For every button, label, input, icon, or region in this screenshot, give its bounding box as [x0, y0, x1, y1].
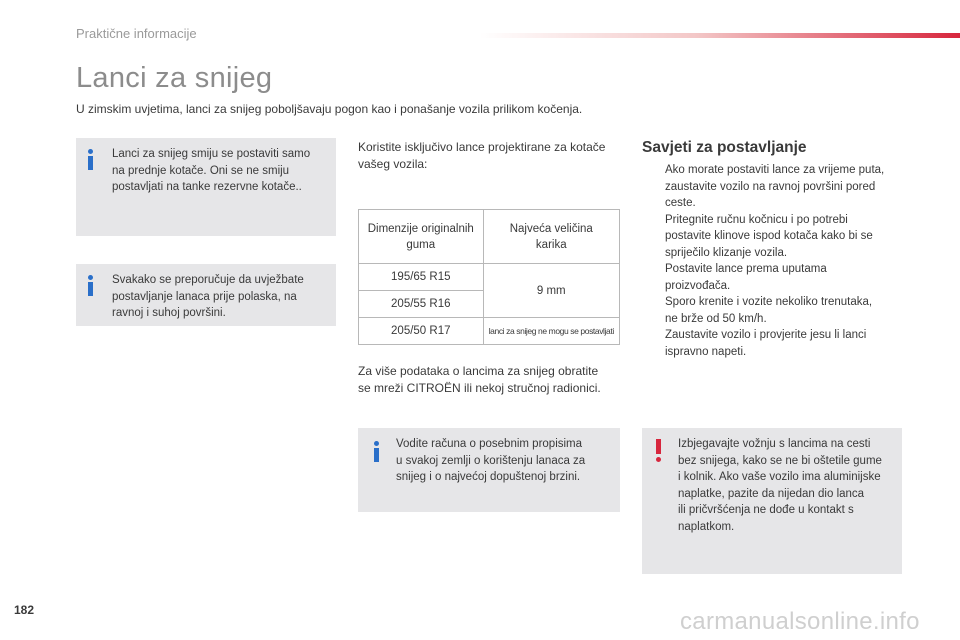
warning-icon	[654, 439, 664, 463]
tire-size-cell: 195/65 R15	[359, 264, 484, 291]
note-line: naplatkom.	[678, 520, 735, 533]
note-line: u svakoj zemlji o korištenju lanaca za	[396, 454, 586, 467]
info-note-practice	[76, 264, 336, 326]
info-note-regulations	[358, 428, 620, 512]
note-line: postavljati na tanke rezervne kotače..	[112, 181, 302, 193]
link-size-cell-not-allowed: lanci za snijeg ne mogu se postavljati	[483, 318, 619, 345]
info-icon	[86, 275, 96, 297]
info-note-front-wheels	[76, 138, 336, 236]
page-title: Lanci za snijeg	[76, 62, 273, 94]
note-line: postavljanje lanaca prije polaska, na	[112, 290, 297, 303]
intro-text: U zimskim uvjetima, lanci za snijeg poboljšavaju pogon kao i ponašanje vozila prilikom kočenja.	[76, 102, 583, 116]
lead-line: Koristite isključivo lance projektirane za kotače	[358, 140, 606, 154]
lead-line: vašeg vozila:	[358, 157, 428, 171]
page-number: 182	[14, 603, 35, 617]
section-header: Praktične informacije	[76, 26, 197, 41]
more-line: se mreži CITROËN ili nekoj stručnoj radionici.	[358, 381, 601, 395]
note-line: Svakako se preporučuje da uvježbate	[112, 274, 304, 286]
tips-list	[642, 162, 912, 360]
note-line: Lanci za snijeg smiju se postaviti samo	[112, 148, 311, 160]
watermark: carmanualsonline.info	[680, 608, 920, 635]
note-line: ili pričvršćenja ne dođe u kontakt s	[678, 504, 854, 516]
list-item: Zaustavite vozilo i provjerite jesu li lanci ispravno napeti.	[665, 329, 867, 358]
note-line: snijeg i o najvećoj dopuštenoj brzini.	[396, 471, 581, 483]
note-line: bez snijega, kako se ne bi oštetile gume	[678, 454, 882, 467]
note-line: na prednje kotače. Oni se ne smiju	[112, 164, 290, 177]
link-size-cell: 9 mm	[483, 264, 619, 318]
note-line: naplatke, pazite da nijedan dio lanca	[678, 487, 865, 500]
col-header-tire-size: Dimenzije originalnih guma	[359, 210, 484, 264]
list-item: Ako morate postaviti lance za vrijeme puta, zaustavite vozilo na ravnoj površini pored ceste.	[665, 164, 885, 209]
more-line: Za više podataka o lancima za snijeg obratite	[358, 364, 599, 378]
col-header-link-size: Najveća veličina karika	[483, 210, 619, 264]
tips-title: Savjeti za postavljanje	[642, 139, 807, 156]
header-gradient-bar	[480, 33, 960, 38]
table-row	[359, 264, 620, 291]
list-item: Sporo krenite i vozite nekoliko trenutaka, ne brže od 50 km/h.	[665, 296, 873, 325]
lead-text	[358, 139, 605, 173]
note-line: i kolnik. Ako vaše vozilo ima aluminijske	[678, 471, 881, 483]
more-info-text	[358, 363, 601, 397]
table-row	[359, 318, 620, 345]
warning-note-no-snow	[642, 428, 902, 574]
info-icon	[372, 441, 382, 463]
tire-size-cell: 205/50 R17	[359, 318, 484, 345]
table-header-row	[359, 210, 620, 264]
list-item: Pritegnite ručnu kočnicu i po potrebi postavite klinove ispod kotača kako bi se spriječilo klizanje vozila.	[665, 213, 873, 259]
info-icon	[86, 149, 96, 171]
tire-chain-table	[358, 209, 620, 345]
note-line: Vodite računa o posebnim propisima	[396, 438, 583, 450]
note-line: ravnoj i suhoj površini.	[112, 307, 226, 319]
tire-size-cell: 205/55 R16	[359, 291, 484, 318]
note-line: Izbjegavajte vožnju s lancima na cesti	[678, 438, 871, 450]
list-item: Postavite lance prema uputama proizvođača.	[665, 263, 827, 292]
